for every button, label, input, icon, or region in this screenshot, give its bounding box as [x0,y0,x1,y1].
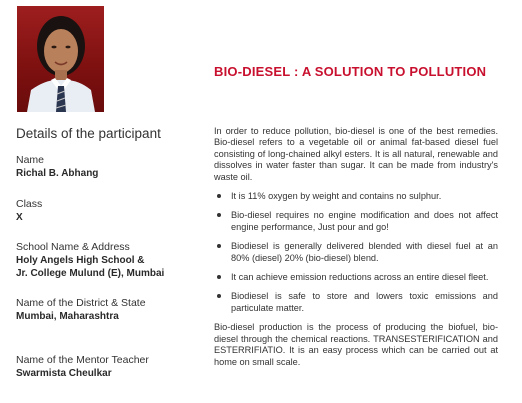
benefits-list [214,191,498,314]
list-item [214,272,498,283]
class-field [16,198,42,224]
article-title: BIO-DIESEL : A SOLUTION TO POLLUTION [214,64,487,79]
district-value: Mumbai, Maharashtra [16,311,119,322]
list-item-text: Bio-diesel requires no engine modification and does not affect engine performance, Just pour and go! [231,210,498,232]
intro-paragraph: In order to reduce pollution, bio-diesel is one of the best remedies. Bio-diesel refers to a vegetable oil or animal fat-based diesel fuel consisting of long-chained alkyl esters. It is all natural, renewable and dissolves in water faster than sugar. It can be made from industry's waste oil. [214,126,498,182]
list-item-text: Biodiesel is safe to store and lowers toxic emissions and particulate matter. [231,291,498,313]
mentor-value: Swarmista Cheulkar [16,368,112,379]
bullet-icon [217,244,221,248]
district-label: Name of the District & State [16,297,146,309]
school-label: School Name & Address [16,241,130,253]
bullet-icon [217,194,221,198]
district-field [16,297,146,323]
school-value: Holy Angels High School & Jr. College Mulund (E), Mumbai [16,255,165,279]
list-item-text: It is 11% oxygen by weight and contains no sulphur. [231,191,442,202]
participant-details-heading: Details of the participant [16,126,161,141]
mentor-label: Name of the Mentor Teacher [16,354,149,366]
list-item [214,241,498,264]
bullet-icon [217,275,221,279]
list-item [214,210,498,233]
article-body [214,126,498,376]
list-item-text: It can achieve emission reductions across an entire diesel fleet. [231,272,489,283]
participant-photo [17,6,104,112]
class-label: Class [16,198,43,210]
list-item [214,291,498,314]
list-item-text: Biodiesel is generally delivered blended with diesel fuel at an 80% (diesel) 20% (bio-diesel) blend. [231,241,498,263]
name-value: Richal B. Abhang [16,168,99,179]
school-field [16,241,164,280]
bullet-icon [217,294,221,298]
closing-paragraph: Bio-diesel production is the process of producing the biofuel, bio-diesel through the chemical reactions. TRANSESTERIFICATION and ESTERRIFIATIO. It is an easy process which can be carried out at home on small scale. [214,322,498,367]
class-value: X [16,212,23,223]
name-field [16,154,98,180]
name-label: Name [16,154,45,166]
list-item [214,191,498,202]
mentor-field [16,354,149,380]
participant-details [16,126,206,379]
bullet-icon [217,213,221,217]
